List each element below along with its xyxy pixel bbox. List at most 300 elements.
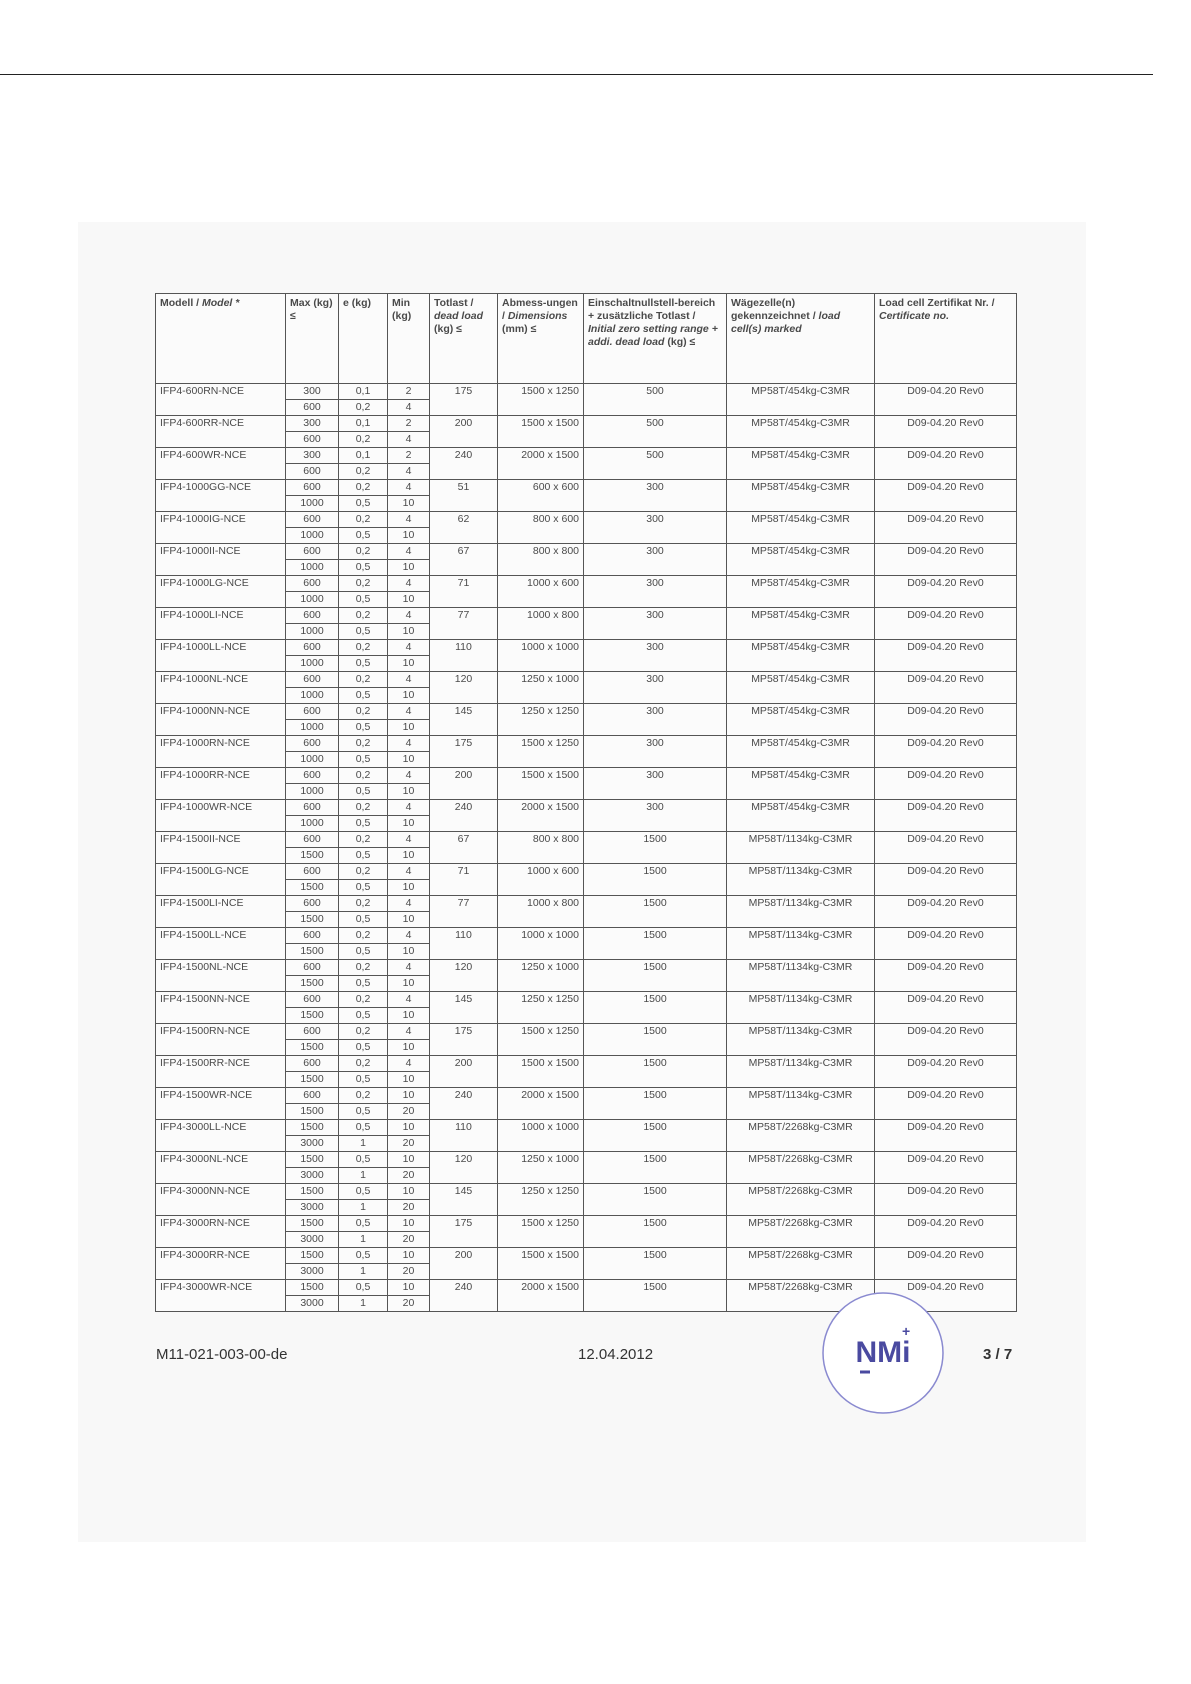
load-cell-cell: MP58T/454kg-C3MR: [727, 544, 875, 576]
e-cell: 0,2: [339, 480, 388, 496]
min-cell: 2: [388, 384, 430, 400]
e-cell: 0,2: [339, 672, 388, 688]
min-cell: 10: [388, 592, 430, 608]
max-cell: 1500: [286, 1280, 339, 1296]
e-cell: 0,5: [339, 528, 388, 544]
min-cell: 20: [388, 1264, 430, 1280]
top-rule: [0, 74, 1153, 75]
model-cell: IFP4-1000RR-NCE: [156, 768, 286, 800]
column-header: [339, 294, 388, 384]
load-cell-cell: MP58T/2268kg-C3MR: [727, 1248, 875, 1280]
e-cell: 0,5: [339, 1184, 388, 1200]
load-cell-cell: MP58T/1134kg-C3MR: [727, 1056, 875, 1088]
table-row: [156, 448, 1017, 464]
dead-load-cell: 175: [430, 384, 498, 416]
dead-load-cell: 200: [430, 1248, 498, 1280]
e-cell: 0,5: [339, 912, 388, 928]
dimensions-cell: 1500 x 1250: [498, 1024, 584, 1056]
zero-range-cell: 1500: [584, 1184, 727, 1216]
min-cell: 4: [388, 608, 430, 624]
certificate-cell: D09-04.20 Rev0: [875, 416, 1017, 448]
max-cell: 1500: [286, 848, 339, 864]
certificate-cell: D09-04.20 Rev0: [875, 1184, 1017, 1216]
load-cell-cell: MP58T/454kg-C3MR: [727, 576, 875, 608]
min-cell: 10: [388, 1184, 430, 1200]
model-cell: IFP4-3000WR-NCE: [156, 1280, 286, 1312]
max-cell: 3000: [286, 1168, 339, 1184]
dead-load-cell: 71: [430, 576, 498, 608]
min-cell: 10: [388, 496, 430, 512]
min-cell: 10: [388, 656, 430, 672]
dead-load-cell: 200: [430, 768, 498, 800]
max-cell: 600: [286, 896, 339, 912]
certificate-cell: D09-04.20 Rev0: [875, 512, 1017, 544]
zero-range-cell: 1500: [584, 1152, 727, 1184]
dimensions-cell: 2000 x 1500: [498, 1280, 584, 1312]
table-row: [156, 384, 1017, 400]
dimensions-cell: 1500 x 1250: [498, 384, 584, 416]
table-row: [156, 1056, 1017, 1072]
max-cell: 1000: [286, 816, 339, 832]
min-cell: 10: [388, 1248, 430, 1264]
e-cell: 0,5: [339, 624, 388, 640]
model-cell: IFP4-600RR-NCE: [156, 416, 286, 448]
min-cell: 10: [388, 1120, 430, 1136]
table-row: [156, 544, 1017, 560]
max-cell: 1000: [286, 720, 339, 736]
max-cell: 1000: [286, 592, 339, 608]
min-cell: 10: [388, 1040, 430, 1056]
load-cell-cell: MP58T/454kg-C3MR: [727, 480, 875, 512]
dead-load-cell: 77: [430, 896, 498, 928]
table-row: [156, 1152, 1017, 1168]
dimensions-cell: 2000 x 1500: [498, 1088, 584, 1120]
e-cell: 0,2: [339, 704, 388, 720]
table-row: [156, 992, 1017, 1008]
max-cell: 1500: [286, 1216, 339, 1232]
model-cell: IFP4-1000WR-NCE: [156, 800, 286, 832]
e-cell: 0,2: [339, 608, 388, 624]
e-cell: 0,1: [339, 416, 388, 432]
certificate-cell: D09-04.20 Rev0: [875, 1216, 1017, 1248]
dead-load-cell: 110: [430, 640, 498, 672]
min-cell: 2: [388, 416, 430, 432]
max-cell: 1000: [286, 560, 339, 576]
max-cell: 600: [286, 480, 339, 496]
dimensions-cell: 1500 x 1250: [498, 1216, 584, 1248]
table-row: [156, 1184, 1017, 1200]
zero-range-cell: 300: [584, 576, 727, 608]
max-cell: 600: [286, 608, 339, 624]
load-cell-cell: MP58T/1134kg-C3MR: [727, 960, 875, 992]
zero-range-cell: 1500: [584, 960, 727, 992]
e-cell: 0,2: [339, 464, 388, 480]
e-cell: 0,2: [339, 928, 388, 944]
dimensions-cell: 1500 x 1250: [498, 736, 584, 768]
table-row: [156, 960, 1017, 976]
dimensions-cell: 2000 x 1500: [498, 448, 584, 480]
e-cell: 1: [339, 1264, 388, 1280]
max-cell: 1500: [286, 944, 339, 960]
table-row: [156, 1088, 1017, 1104]
load-cell-cell: MP58T/1134kg-C3MR: [727, 928, 875, 960]
dimensions-cell: 2000 x 1500: [498, 800, 584, 832]
zero-range-cell: 1500: [584, 1088, 727, 1120]
e-cell: 0,2: [339, 1088, 388, 1104]
table-row: [156, 800, 1017, 816]
zero-range-cell: 1500: [584, 1056, 727, 1088]
dead-load-cell: 145: [430, 1184, 498, 1216]
zero-range-cell: 300: [584, 768, 727, 800]
e-cell: 0,5: [339, 1104, 388, 1120]
max-cell: 1000: [286, 624, 339, 640]
max-cell: 600: [286, 512, 339, 528]
svg-text:NMi: NMi: [855, 1336, 911, 1369]
load-cell-cell: MP58T/1134kg-C3MR: [727, 896, 875, 928]
e-cell: 0,5: [339, 1280, 388, 1296]
dead-load-cell: 51: [430, 480, 498, 512]
certificate-cell: D09-04.20 Rev0: [875, 704, 1017, 736]
certificate-cell: D09-04.20 Rev0: [875, 608, 1017, 640]
model-cell: IFP4-600WR-NCE: [156, 448, 286, 480]
load-cell-cell: MP58T/454kg-C3MR: [727, 512, 875, 544]
e-cell: 1: [339, 1232, 388, 1248]
max-cell: 3000: [286, 1232, 339, 1248]
header-text-en: Model *: [202, 297, 240, 309]
e-cell: 0,5: [339, 1152, 388, 1168]
e-cell: 0,2: [339, 512, 388, 528]
max-cell: 1500: [286, 1152, 339, 1168]
max-cell: 600: [286, 800, 339, 816]
model-cell: IFP4-1500RN-NCE: [156, 1024, 286, 1056]
e-cell: 0,1: [339, 448, 388, 464]
header-text-de: Einschaltnullstell-bereich + zusätzliche Totlast /: [588, 297, 716, 322]
dimensions-cell: 1500 x 1500: [498, 1056, 584, 1088]
table-row: [156, 1120, 1017, 1136]
load-cell-cell: MP58T/454kg-C3MR: [727, 640, 875, 672]
min-cell: 10: [388, 528, 430, 544]
certificate-cell: D09-04.20 Rev0: [875, 1280, 1017, 1312]
zero-range-cell: 300: [584, 640, 727, 672]
max-cell: 600: [286, 1056, 339, 1072]
dimensions-cell: 1500 x 1500: [498, 1248, 584, 1280]
column-header: [727, 294, 875, 384]
certificate-cell: D09-04.20 Rev0: [875, 640, 1017, 672]
max-cell: 300: [286, 416, 339, 432]
min-cell: 4: [388, 672, 430, 688]
min-cell: 10: [388, 1280, 430, 1296]
table-row: [156, 672, 1017, 688]
zero-range-cell: 1500: [584, 832, 727, 864]
load-cell-cell: MP58T/454kg-C3MR: [727, 608, 875, 640]
header-text-de: Max (kg) ≤: [290, 297, 333, 322]
table-row: [156, 832, 1017, 848]
dimensions-cell: 1250 x 1000: [498, 960, 584, 992]
model-cell: IFP4-1000LL-NCE: [156, 640, 286, 672]
min-cell: 4: [388, 400, 430, 416]
min-cell: 10: [388, 1088, 430, 1104]
min-cell: 4: [388, 800, 430, 816]
header-text-unit: (kg) ≤: [434, 323, 462, 335]
min-cell: 20: [388, 1296, 430, 1312]
zero-range-cell: 300: [584, 800, 727, 832]
e-cell: 0,2: [339, 1056, 388, 1072]
dead-load-cell: 240: [430, 1280, 498, 1312]
table-row: [156, 416, 1017, 432]
max-cell: 1500: [286, 1120, 339, 1136]
e-cell: 0,2: [339, 992, 388, 1008]
max-cell: 600: [286, 960, 339, 976]
column-header: [156, 294, 286, 384]
certificate-cell: D09-04.20 Rev0: [875, 384, 1017, 416]
model-table: [155, 293, 1017, 1312]
header-text-unit: (kg) ≤: [664, 336, 696, 348]
dead-load-cell: 67: [430, 832, 498, 864]
svg-text:+: +: [902, 1323, 911, 1339]
max-cell: 1000: [286, 496, 339, 512]
load-cell-cell: MP58T/454kg-C3MR: [727, 416, 875, 448]
zero-range-cell: 300: [584, 512, 727, 544]
certificate-cell: D09-04.20 Rev0: [875, 672, 1017, 704]
e-cell: 1: [339, 1168, 388, 1184]
e-cell: 0,2: [339, 960, 388, 976]
e-cell: 0,2: [339, 1024, 388, 1040]
max-cell: 1500: [286, 1008, 339, 1024]
table-row: [156, 736, 1017, 752]
certificate-cell: D09-04.20 Rev0: [875, 1152, 1017, 1184]
model-cell: IFP4-600RN-NCE: [156, 384, 286, 416]
dimensions-cell: 1000 x 1000: [498, 928, 584, 960]
load-cell-cell: MP58T/454kg-C3MR: [727, 448, 875, 480]
load-cell-cell: MP58T/1134kg-C3MR: [727, 832, 875, 864]
min-cell: 10: [388, 880, 430, 896]
min-cell: 10: [388, 752, 430, 768]
dead-load-cell: 120: [430, 672, 498, 704]
header-text-en: load cell(s) marked: [731, 310, 841, 335]
certificate-cell: D09-04.20 Rev0: [875, 1024, 1017, 1056]
e-cell: 0,2: [339, 400, 388, 416]
model-cell: IFP4-1500LG-NCE: [156, 864, 286, 896]
e-cell: 0,5: [339, 1008, 388, 1024]
table-row: [156, 1024, 1017, 1040]
min-cell: 20: [388, 1168, 430, 1184]
zero-range-cell: 1500: [584, 1024, 727, 1056]
min-cell: 4: [388, 544, 430, 560]
model-cell: IFP4-1000IG-NCE: [156, 512, 286, 544]
min-cell: 10: [388, 784, 430, 800]
max-cell: 600: [286, 736, 339, 752]
load-cell-cell: MP58T/454kg-C3MR: [727, 736, 875, 768]
e-cell: 0,5: [339, 592, 388, 608]
model-cell: IFP4-1000NN-NCE: [156, 704, 286, 736]
header-text-de: Min (kg): [392, 297, 412, 322]
min-cell: 20: [388, 1200, 430, 1216]
min-cell: 2: [388, 448, 430, 464]
header-text-en: dead load: [434, 310, 484, 322]
max-cell: 1500: [286, 976, 339, 992]
max-cell: 600: [286, 672, 339, 688]
dimensions-cell: 1000 x 1000: [498, 640, 584, 672]
nmi-logo: [818, 1288, 948, 1418]
min-cell: 10: [388, 1216, 430, 1232]
header-text-unit: (mm) ≤: [502, 323, 537, 335]
zero-range-cell: 500: [584, 448, 727, 480]
e-cell: 0,5: [339, 784, 388, 800]
max-cell: 300: [286, 448, 339, 464]
e-cell: 0,2: [339, 576, 388, 592]
zero-range-cell: 300: [584, 544, 727, 576]
min-cell: 4: [388, 512, 430, 528]
dead-load-cell: 62: [430, 512, 498, 544]
certificate-cell: D09-04.20 Rev0: [875, 448, 1017, 480]
certificate-cell: D09-04.20 Rev0: [875, 864, 1017, 896]
zero-range-cell: 1500: [584, 1280, 727, 1312]
load-cell-cell: MP58T/2268kg-C3MR: [727, 1216, 875, 1248]
e-cell: 0,2: [339, 432, 388, 448]
max-cell: 300: [286, 384, 339, 400]
e-cell: 0,2: [339, 640, 388, 656]
e-cell: 0,2: [339, 768, 388, 784]
certificate-cell: D09-04.20 Rev0: [875, 544, 1017, 576]
zero-range-cell: 1500: [584, 864, 727, 896]
max-cell: 1500: [286, 1072, 339, 1088]
certificate-cell: D09-04.20 Rev0: [875, 1088, 1017, 1120]
dead-load-cell: 145: [430, 704, 498, 736]
max-cell: 3000: [286, 1136, 339, 1152]
certificate-cell: D09-04.20 Rev0: [875, 576, 1017, 608]
e-cell: 1: [339, 1136, 388, 1152]
table-row: [156, 928, 1017, 944]
column-header: [286, 294, 339, 384]
min-cell: 20: [388, 1136, 430, 1152]
e-cell: 0,5: [339, 1216, 388, 1232]
zero-range-cell: 1500: [584, 896, 727, 928]
dimensions-cell: 1250 x 1000: [498, 672, 584, 704]
max-cell: 1000: [286, 688, 339, 704]
table-row: [156, 768, 1017, 784]
model-cell: IFP4-3000NL-NCE: [156, 1152, 286, 1184]
certificate-cell: D09-04.20 Rev0: [875, 768, 1017, 800]
e-cell: 0,5: [339, 848, 388, 864]
model-cell: IFP4-1500NN-NCE: [156, 992, 286, 1024]
header-text-de: e (kg): [343, 297, 372, 309]
dimensions-cell: 1000 x 800: [498, 608, 584, 640]
load-cell-cell: MP58T/2268kg-C3MR: [727, 1152, 875, 1184]
min-cell: 10: [388, 976, 430, 992]
max-cell: 1000: [286, 528, 339, 544]
zero-range-cell: 300: [584, 736, 727, 768]
min-cell: 4: [388, 832, 430, 848]
e-cell: 0,5: [339, 1072, 388, 1088]
zero-range-cell: 500: [584, 384, 727, 416]
header-text-de: Load cell Zertifikat Nr. /: [879, 297, 995, 309]
e-cell: 0,2: [339, 832, 388, 848]
dead-load-cell: 240: [430, 448, 498, 480]
dead-load-cell: 200: [430, 416, 498, 448]
certificate-cell: D09-04.20 Rev0: [875, 896, 1017, 928]
min-cell: 4: [388, 480, 430, 496]
max-cell: 600: [286, 1024, 339, 1040]
min-cell: 4: [388, 736, 430, 752]
certificate-cell: D09-04.20 Rev0: [875, 480, 1017, 512]
certificate-cell: D09-04.20 Rev0: [875, 736, 1017, 768]
certificate-cell: D09-04.20 Rev0: [875, 960, 1017, 992]
max-cell: 3000: [286, 1264, 339, 1280]
column-header: [584, 294, 727, 384]
max-cell: 600: [286, 400, 339, 416]
max-cell: 600: [286, 928, 339, 944]
model-cell: IFP4-1000GG-NCE: [156, 480, 286, 512]
e-cell: 0,5: [339, 944, 388, 960]
zero-range-cell: 300: [584, 672, 727, 704]
zero-range-cell: 1500: [584, 928, 727, 960]
model-cell: IFP4-1000LI-NCE: [156, 608, 286, 640]
min-cell: 4: [388, 896, 430, 912]
e-cell: 0,5: [339, 1120, 388, 1136]
header-text-de: Abmess-ungen /: [502, 297, 578, 322]
e-cell: 1: [339, 1200, 388, 1216]
max-cell: 1500: [286, 1104, 339, 1120]
min-cell: 10: [388, 624, 430, 640]
max-cell: 1500: [286, 1248, 339, 1264]
dimensions-cell: 1500 x 1500: [498, 416, 584, 448]
min-cell: 4: [388, 464, 430, 480]
min-cell: 10: [388, 912, 430, 928]
min-cell: 4: [388, 960, 430, 976]
dead-load-cell: 110: [430, 928, 498, 960]
min-cell: 10: [388, 944, 430, 960]
max-cell: 3000: [286, 1200, 339, 1216]
table-row: [156, 608, 1017, 624]
table-row: [156, 896, 1017, 912]
table-row: [156, 704, 1017, 720]
max-cell: 600: [286, 832, 339, 848]
load-cell-cell: MP58T/1134kg-C3MR: [727, 1024, 875, 1056]
dead-load-cell: 175: [430, 1024, 498, 1056]
max-cell: 600: [286, 544, 339, 560]
e-cell: 0,5: [339, 496, 388, 512]
table-row: [156, 1216, 1017, 1232]
e-cell: 1: [339, 1296, 388, 1312]
dimensions-cell: 1000 x 600: [498, 864, 584, 896]
load-cell-cell: MP58T/454kg-C3MR: [727, 704, 875, 736]
zero-range-cell: 1500: [584, 1120, 727, 1152]
max-cell: 600: [286, 432, 339, 448]
table-row: [156, 576, 1017, 592]
zero-range-cell: 1500: [584, 1248, 727, 1280]
e-cell: 0,5: [339, 560, 388, 576]
model-cell: IFP4-1000LG-NCE: [156, 576, 286, 608]
min-cell: 4: [388, 768, 430, 784]
column-header: [388, 294, 430, 384]
header-text-de: Wägezelle(n) gekennzeichnet /: [731, 297, 819, 322]
min-cell: 20: [388, 1104, 430, 1120]
load-cell-cell: MP58T/1134kg-C3MR: [727, 864, 875, 896]
min-cell: 10: [388, 848, 430, 864]
dead-load-cell: 145: [430, 992, 498, 1024]
model-cell: IFP4-1000II-NCE: [156, 544, 286, 576]
min-cell: 20: [388, 1232, 430, 1248]
max-cell: 1000: [286, 752, 339, 768]
model-cell: IFP4-1500WR-NCE: [156, 1088, 286, 1120]
load-cell-cell: MP58T/454kg-C3MR: [727, 768, 875, 800]
dead-load-cell: 71: [430, 864, 498, 896]
load-cell-cell: MP58T/454kg-C3MR: [727, 384, 875, 416]
model-cell: IFP4-1500LL-NCE: [156, 928, 286, 960]
e-cell: 0,2: [339, 864, 388, 880]
dead-load-cell: 67: [430, 544, 498, 576]
e-cell: 0,1: [339, 384, 388, 400]
